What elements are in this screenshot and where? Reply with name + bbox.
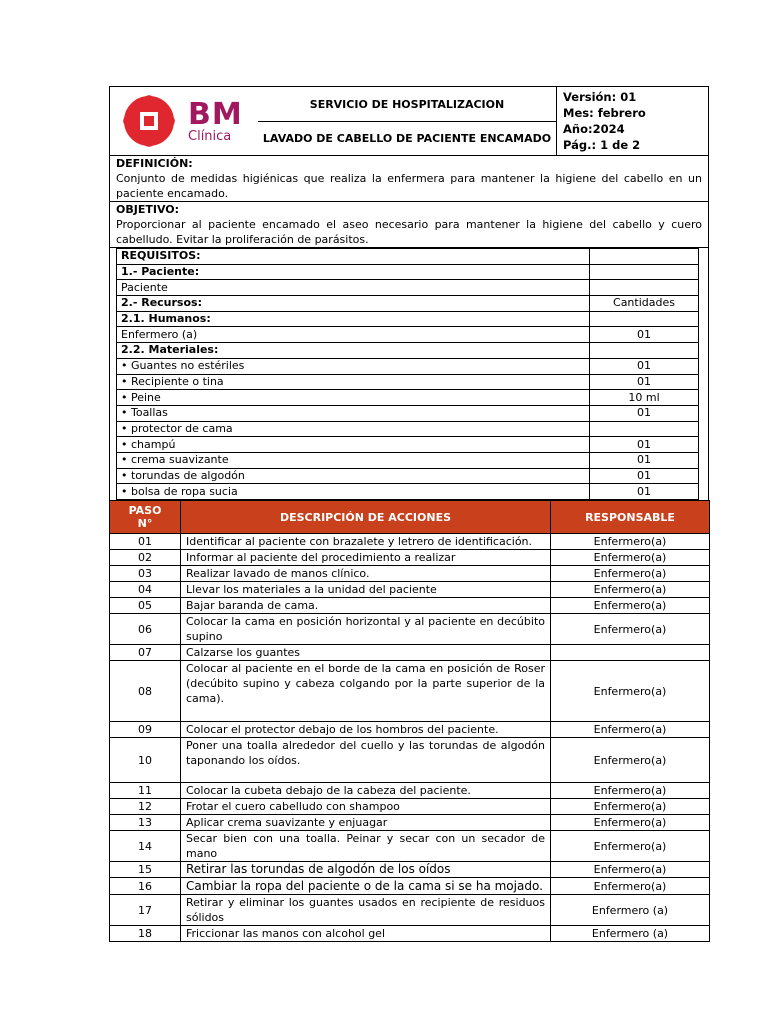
step-number: 03	[110, 566, 181, 582]
requirement-item: • protector de cama	[117, 421, 590, 437]
requirement-quantity: 01	[590, 468, 699, 484]
requirement-row	[117, 280, 699, 296]
step-row	[110, 738, 710, 783]
requirement-quantity	[590, 280, 699, 296]
step-responsible: Enfermero(a)	[551, 534, 710, 550]
step-responsible: Enfermero(a)	[551, 598, 710, 614]
requirement-row	[117, 343, 699, 359]
requirement-row	[117, 421, 699, 437]
requirement-row	[117, 374, 699, 390]
step-description: Colocar al paciente en el borde de la cama en posición de Roser (decúbito supino y cabeza colgando por la parte superior de la cama).	[181, 661, 551, 722]
step-row	[110, 550, 710, 566]
step-row	[110, 831, 710, 862]
step-description: Bajar baranda de cama.	[181, 598, 551, 614]
step-row	[110, 614, 710, 645]
step-number: 14	[110, 831, 181, 862]
definition-section	[109, 156, 709, 202]
requirement-item: • Recipiente o tina	[117, 374, 590, 390]
step-number-header-line: N°	[137, 517, 153, 530]
step-number: 05	[110, 598, 181, 614]
step-number-header	[110, 501, 181, 534]
requirement-quantity: 10 ml	[590, 390, 699, 406]
requirement-item: • champú	[117, 437, 590, 453]
requirement-item: Enfermero (a)	[117, 327, 590, 343]
step-row	[110, 783, 710, 799]
requirement-row	[117, 311, 699, 327]
step-number: 08	[110, 661, 181, 722]
step-number: 16	[110, 878, 181, 895]
requirement-quantity	[590, 249, 699, 265]
requirement-row	[117, 327, 699, 343]
step-description: Informar al paciente del procedimiento a realizar	[181, 550, 551, 566]
requirement-quantity: 01	[590, 374, 699, 390]
step-number: 01	[110, 534, 181, 550]
requirement-row	[117, 390, 699, 406]
requirement-row	[117, 484, 699, 500]
step-number: 06	[110, 614, 181, 645]
requirement-item: • crema suavizante	[117, 452, 590, 468]
requirement-row	[117, 296, 699, 312]
page-number: Pág.: 1 de 2	[563, 138, 641, 152]
step-description: Friccionar las manos con alcohol gel	[181, 926, 551, 942]
step-row	[110, 895, 710, 926]
step-row	[110, 862, 710, 878]
step-description: Calzarse los guantes	[181, 645, 551, 661]
requirement-quantity	[590, 343, 699, 359]
clinic-logo	[110, 87, 258, 155]
step-number: 09	[110, 722, 181, 738]
requirement-quantity: 01	[590, 405, 699, 421]
requirements-section	[109, 248, 709, 500]
step-row	[110, 799, 710, 815]
document-title: LAVADO DE CABELLO DE PACIENTE ENCAMADO	[262, 132, 552, 145]
step-number: 04	[110, 582, 181, 598]
definition-text: Conjunto de medidas higiénicas que realiza la enfermera para mantener la higiene del cabello en un paciente encamado.	[116, 172, 702, 200]
objective-section	[109, 202, 709, 248]
step-responsible: Enfermero(a)	[551, 566, 710, 582]
step-description: Colocar la cama en posición horizontal y al paciente en decúbito supino	[181, 614, 551, 645]
requirement-item: • Guantes no estériles	[117, 358, 590, 374]
requirement-row	[117, 452, 699, 468]
step-description: Secar bien con una toalla. Peinar y secar con un secador de mano	[181, 831, 551, 862]
requirement-item: 1.- Paciente:	[117, 264, 590, 280]
step-responsible: Enfermero(a)	[551, 661, 710, 722]
step-number: 15	[110, 862, 181, 878]
responsible-header: RESPONSABLE	[551, 501, 710, 534]
step-responsible: Enfermero(a)	[551, 878, 710, 895]
requirement-quantity: 01	[590, 437, 699, 453]
step-number: 11	[110, 783, 181, 799]
step-description: Identificar al paciente con brazalete y letrero de identificación.	[181, 534, 551, 550]
requirement-quantity	[590, 421, 699, 437]
step-row	[110, 722, 710, 738]
step-number-header-line: PASO	[128, 504, 162, 517]
step-responsible: Enfermero(a)	[551, 582, 710, 598]
step-responsible: Enfermero (a)	[551, 895, 710, 926]
step-number: 13	[110, 815, 181, 831]
step-responsible	[551, 645, 710, 661]
step-number: 17	[110, 895, 181, 926]
requirement-quantity: 01	[590, 452, 699, 468]
step-row	[110, 598, 710, 614]
step-description: Cambiar la ropa del paciente o de la cama si se ha mojado.	[181, 878, 551, 895]
definition-label: DEFINICIÓN:	[116, 157, 193, 170]
step-row	[110, 815, 710, 831]
step-row	[110, 926, 710, 942]
requirement-quantity	[590, 311, 699, 327]
requirement-quantity: 01	[590, 358, 699, 374]
requirement-item: • torundas de algodón	[117, 468, 590, 484]
step-row	[110, 566, 710, 582]
step-responsible: Enfermero(a)	[551, 614, 710, 645]
step-description: Retirar las torundas de algodón de los oídos	[181, 862, 551, 878]
document-header	[109, 86, 709, 156]
step-number: 12	[110, 799, 181, 815]
steps-table	[109, 500, 710, 942]
step-number: 10	[110, 738, 181, 783]
step-responsible: Enfermero (a)	[551, 926, 710, 942]
objective-label: OBJETIVO:	[116, 203, 180, 216]
requirement-item: Paciente	[117, 280, 590, 296]
procedure-document	[109, 86, 709, 942]
requirement-quantity: 01	[590, 484, 699, 500]
requirement-row	[117, 358, 699, 374]
step-responsible: Enfermero(a)	[551, 815, 710, 831]
requirement-item: • Peine	[117, 390, 590, 406]
step-responsible: Enfermero(a)	[551, 722, 710, 738]
service-name: SERVICIO DE HOSPITALIZACION	[309, 97, 505, 111]
step-row	[110, 878, 710, 895]
requirement-row	[117, 405, 699, 421]
step-row	[110, 534, 710, 550]
requirement-item: • bolsa de ropa sucia	[117, 484, 590, 500]
year: Año:2024	[563, 122, 625, 136]
requirement-row	[117, 468, 699, 484]
version: Versión: 01	[563, 90, 637, 104]
step-description: Poner una toalla alrededor del cuello y las torundas de algodón taponando los oídos.	[181, 738, 551, 783]
step-responsible: Enfermero(a)	[551, 738, 710, 783]
requirement-row	[117, 264, 699, 280]
step-row	[110, 661, 710, 722]
step-description: Colocar la cubeta debajo de la cabeza del paciente.	[181, 783, 551, 799]
step-responsible: Enfermero(a)	[551, 831, 710, 862]
requirement-row	[117, 249, 699, 265]
requirement-quantity: Cantidades	[590, 296, 699, 312]
step-description: Aplicar crema suavizante y enjuagar	[181, 815, 551, 831]
step-description: Retirar y eliminar los guantes usados en recipiente de residuos sólidos	[181, 895, 551, 926]
step-row	[110, 645, 710, 661]
requirement-item: 2.2. Materiales:	[117, 343, 590, 359]
step-row	[110, 582, 710, 598]
clinic-logo-icon	[116, 88, 182, 154]
step-number: 07	[110, 645, 181, 661]
step-responsible: Enfermero(a)	[551, 783, 710, 799]
requirement-row	[117, 437, 699, 453]
step-responsible: Enfermero(a)	[551, 799, 710, 815]
steps-header-row	[110, 501, 710, 534]
month: Mes: febrero	[563, 106, 646, 120]
document-metadata	[556, 87, 708, 155]
objective-text: Proporcionar al paciente encamado el aseo necesario para mantener la higiene del cabello y cuero cabelludo. Evitar la proliferación de parásitos.	[116, 218, 702, 246]
step-number: 02	[110, 550, 181, 566]
requirement-item: 2.- Recursos:	[117, 296, 590, 312]
step-description: Realizar lavado de manos clínico.	[181, 566, 551, 582]
step-description: Frotar el cuero cabelludo con shampoo	[181, 799, 551, 815]
step-number: 18	[110, 926, 181, 942]
requirement-item: 2.1. Humanos:	[117, 311, 590, 327]
requirement-quantity: 01	[590, 327, 699, 343]
step-responsible: Enfermero(a)	[551, 550, 710, 566]
step-responsible: Enfermero(a)	[551, 862, 710, 878]
description-header: DESCRIPCIÓN DE ACCIONES	[181, 501, 551, 534]
requirement-item: • Toallas	[117, 405, 590, 421]
requirement-quantity	[590, 264, 699, 280]
requirement-item: REQUISITOS:	[117, 249, 590, 265]
step-description: Colocar el protector debajo de los hombros del paciente.	[181, 722, 551, 738]
requirements-table	[116, 248, 699, 500]
step-description: Llevar los materiales a la unidad del paciente	[181, 582, 551, 598]
logo-brand: BM	[188, 96, 243, 132]
logo-subtitle: Clínica	[188, 128, 232, 144]
